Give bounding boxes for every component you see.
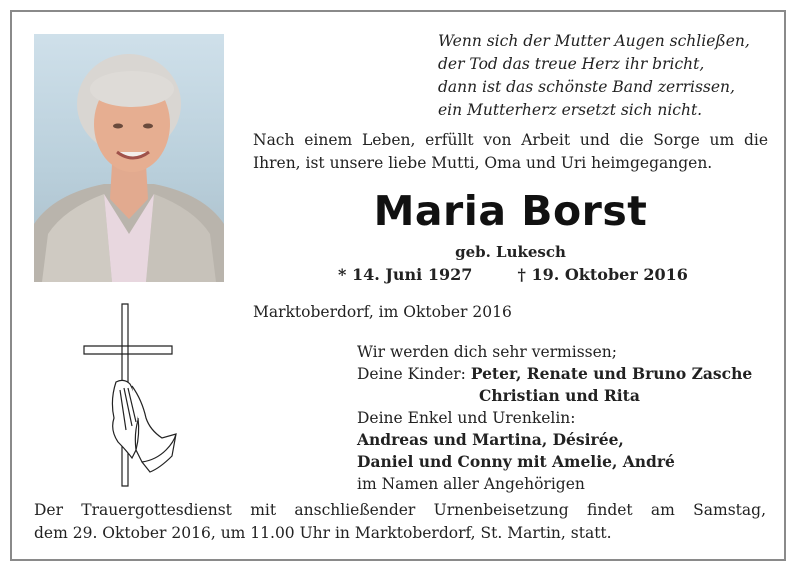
poem-line: Wenn sich der Mutter Augen schließen, bbox=[438, 32, 750, 50]
poem bbox=[438, 30, 778, 122]
cross-praying-hands-icon bbox=[80, 300, 190, 490]
service-line: Der Trauergottesdienst mit anschließender Urnenbeisetzung findet am Samstag, bbox=[34, 501, 766, 519]
children-names: Peter, Renate und Bruno Zasche bbox=[470, 364, 753, 383]
children-line bbox=[357, 363, 777, 385]
poem-line: der Tod das treue Herz ihr bricht, bbox=[438, 55, 705, 73]
grandchildren-names-2: Daniel und Conny mit Amelie, André bbox=[357, 452, 675, 471]
poem-line: ein Mutterherz ersetzt sich nicht. bbox=[438, 101, 703, 119]
death-date: † 19. Oktober 2016 bbox=[517, 265, 688, 284]
intro-text: Nach einem Leben, erfüllt von Arbeit und die Sorge um die Ihren, ist unsere liebe Mutti, Oma und Uri heimgegangen. bbox=[253, 131, 768, 172]
birth-date: * 14. Juni 1927 bbox=[338, 265, 473, 284]
maiden-name: geb. Lukesch bbox=[455, 243, 566, 261]
deceased-name: Maria Borst bbox=[373, 187, 648, 235]
portrait-photo bbox=[34, 34, 224, 282]
mourners-closing: im Namen aller Angehörigen bbox=[357, 475, 585, 493]
place-date: Marktoberdorf, im Oktober 2016 bbox=[253, 303, 512, 321]
life-dates bbox=[338, 265, 698, 284]
service-announcement bbox=[34, 499, 766, 545]
poem-line: dann ist das schönste Band zerrissen, bbox=[438, 78, 735, 96]
grandchildren-label: Deine Enkel und Urenkelin: bbox=[357, 409, 576, 427]
grandchildren-names: Andreas und Martina, Désirée, bbox=[357, 430, 624, 449]
children-label: Deine Kinder: bbox=[357, 365, 471, 383]
mourners-line: Wir werden dich sehr vermissen; bbox=[357, 343, 618, 361]
mourners-list bbox=[357, 341, 777, 495]
children-names-2: Christian und Rita bbox=[479, 386, 640, 405]
service-line: dem 29. Oktober 2016, um 11.00 Uhr in Marktoberdorf, St. Martin, statt. bbox=[34, 524, 612, 542]
